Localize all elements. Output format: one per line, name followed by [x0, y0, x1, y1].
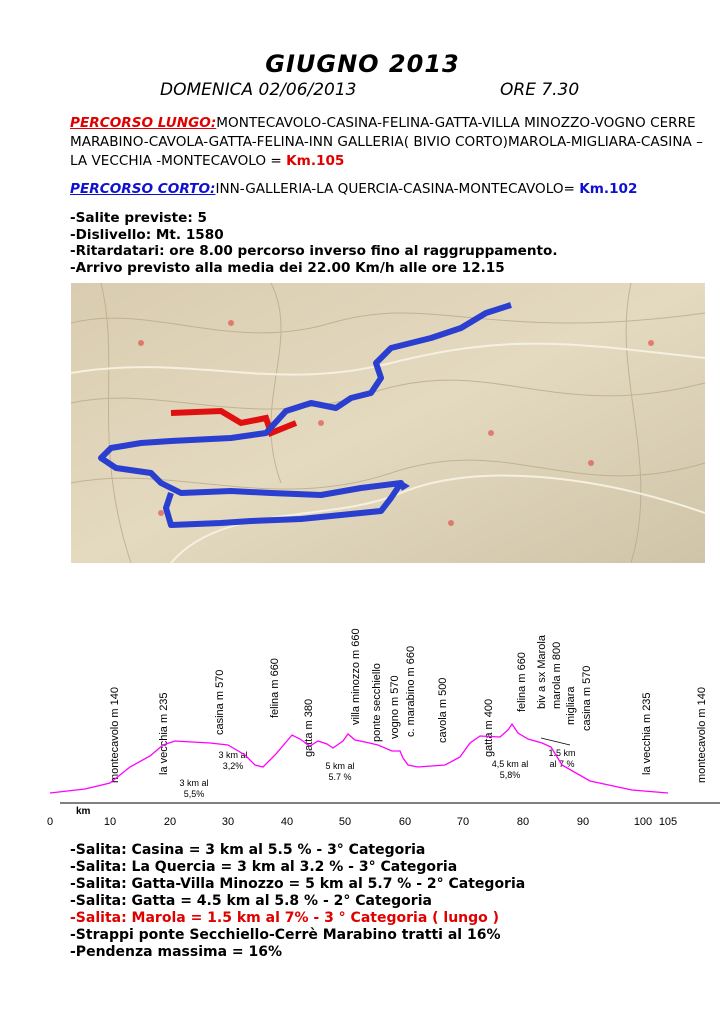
climb-item: -Salita: Marola = 1.5 km al 7% - 3 ° Categoria ( lungo ) — [70, 910, 500, 926]
profile-place-label: la vecchia m 235 — [158, 692, 170, 775]
x-tick-label: 60 — [398, 816, 412, 828]
profile-place-label: felina m 660 — [269, 658, 281, 718]
x-tick-label: 50 — [338, 816, 352, 828]
x-tick-label: 105 — [658, 816, 678, 828]
profile-place-label: biv a sx Marola — [536, 635, 548, 709]
x-tick-label: 80 — [516, 816, 530, 828]
climb-item: -Salita: Casina = 3 km al 5.5 % - 3° Categoria — [70, 842, 426, 858]
profile-place-label: ponte secchiello — [371, 663, 383, 742]
route-map — [71, 283, 705, 563]
event-day: DOMENICA 02/06/2013 — [160, 80, 357, 100]
x-tick-label: 90 — [576, 816, 590, 828]
short-route — [70, 180, 705, 199]
profile-place-label: montecavolo m 140 — [109, 687, 121, 783]
short-route-km: Km.102 — [579, 181, 638, 197]
x-axis-label: km — [76, 806, 91, 817]
profile-place-label: la vecchia m 235 — [641, 692, 653, 775]
profile-place-label: montecavolo m 140 — [696, 687, 708, 783]
long-route-km: Km.105 — [286, 153, 345, 169]
climb-note: 5,5% — [183, 789, 205, 799]
start-time: ORE 7.30 — [500, 80, 580, 100]
x-tick-label: 100 — [633, 816, 653, 828]
x-tick-label: 30 — [221, 816, 235, 828]
profile-place-label: vogno m 570 — [389, 675, 401, 739]
climb-item: -Strappi ponte Secchiello-Cerrè Marabino tratti al 16% — [70, 927, 501, 943]
info-line: -Salite previste: 5 — [70, 210, 207, 226]
profile-place-label: casina m 570 — [581, 665, 593, 731]
short-route-text: INN-GALLERIA-LA QUERCIA-CASINA-MONTECAVOLO= — [215, 181, 580, 197]
info-line: -Dislivello: Mt. 1580 — [70, 226, 224, 243]
climb-list — [70, 842, 525, 961]
climb-note: 5.7 % — [328, 772, 352, 782]
climb-item: -Salita: Gatta = 4.5 km al 5.8 % - 2° Categoria — [70, 893, 432, 909]
ride-info — [70, 210, 558, 276]
short-route-label: PERCORSO CORTO: — [70, 181, 216, 197]
climb-note: 3 km al — [218, 750, 248, 760]
climb-note: 3 km al — [179, 778, 209, 788]
profile-place-label: c. marabino m 660 — [405, 645, 417, 737]
profile-place-label: felina m 660 — [516, 652, 528, 712]
profile-place-label: villa minozzo m 660 — [350, 628, 362, 725]
x-tick-label: 20 — [163, 816, 177, 828]
profile-place-label: gatta m 400 — [483, 698, 495, 757]
page-title: GIUGNO 2013 — [265, 50, 460, 78]
profile-place-label: casina m 570 — [214, 669, 226, 735]
x-tick-label: 0 — [46, 816, 54, 828]
x-tick-label: 70 — [456, 816, 470, 828]
elevation-profile — [46, 615, 720, 835]
climb-item: -Salita: Gatta-Villa Minozzo = 5 km al 5.7 % - 2° Categoria — [70, 876, 526, 892]
date-line — [160, 80, 580, 100]
profile-place-label: migliara — [565, 686, 577, 725]
info-line: -Arrivo previsto alla media dei 22.00 Km/h alle ore 12.15 — [70, 259, 505, 276]
info-line: -Ritardatari: ore 8.00 percorso inverso fino al raggruppamento. — [70, 243, 558, 259]
x-tick-label: 40 — [280, 816, 294, 828]
profile-place-label: gatta m 380 — [303, 698, 315, 757]
climb-note: 5,8% — [499, 770, 521, 780]
long-route — [70, 114, 705, 171]
long-route-label: PERCORSO LUNGO: — [70, 115, 217, 131]
climb-item: -Pendenza massima = 16% — [70, 944, 283, 960]
long-route-text: MONTECAVOLO-CASINA-FELINA-GATTA-VILLA MINOZZO-VOGNO CERRE MARABINO-CAVOLA-GATTA-FELINA-INN GALLERIA( BIVIO CORTO)MAROLA-MIGLIARA-CASINA –LA VECCHIA -MONTECAVOLO = — [70, 115, 703, 169]
climb-note: 4,5 km al — [491, 759, 529, 769]
x-tick-label: 10 — [103, 816, 117, 828]
climb-note: 1.5 km — [548, 748, 576, 758]
profile-place-label: cavola m 500 — [437, 677, 449, 743]
climb-item: -Salita: La Quercia = 3 km al 3.2 % - 3° Categoria — [70, 859, 458, 875]
climb-note: 5 km al — [325, 761, 355, 771]
profile-place-label: marola m 800 — [551, 641, 563, 709]
climb-note: 3,2% — [222, 761, 244, 771]
climb-note: al 7 % — [549, 759, 575, 769]
